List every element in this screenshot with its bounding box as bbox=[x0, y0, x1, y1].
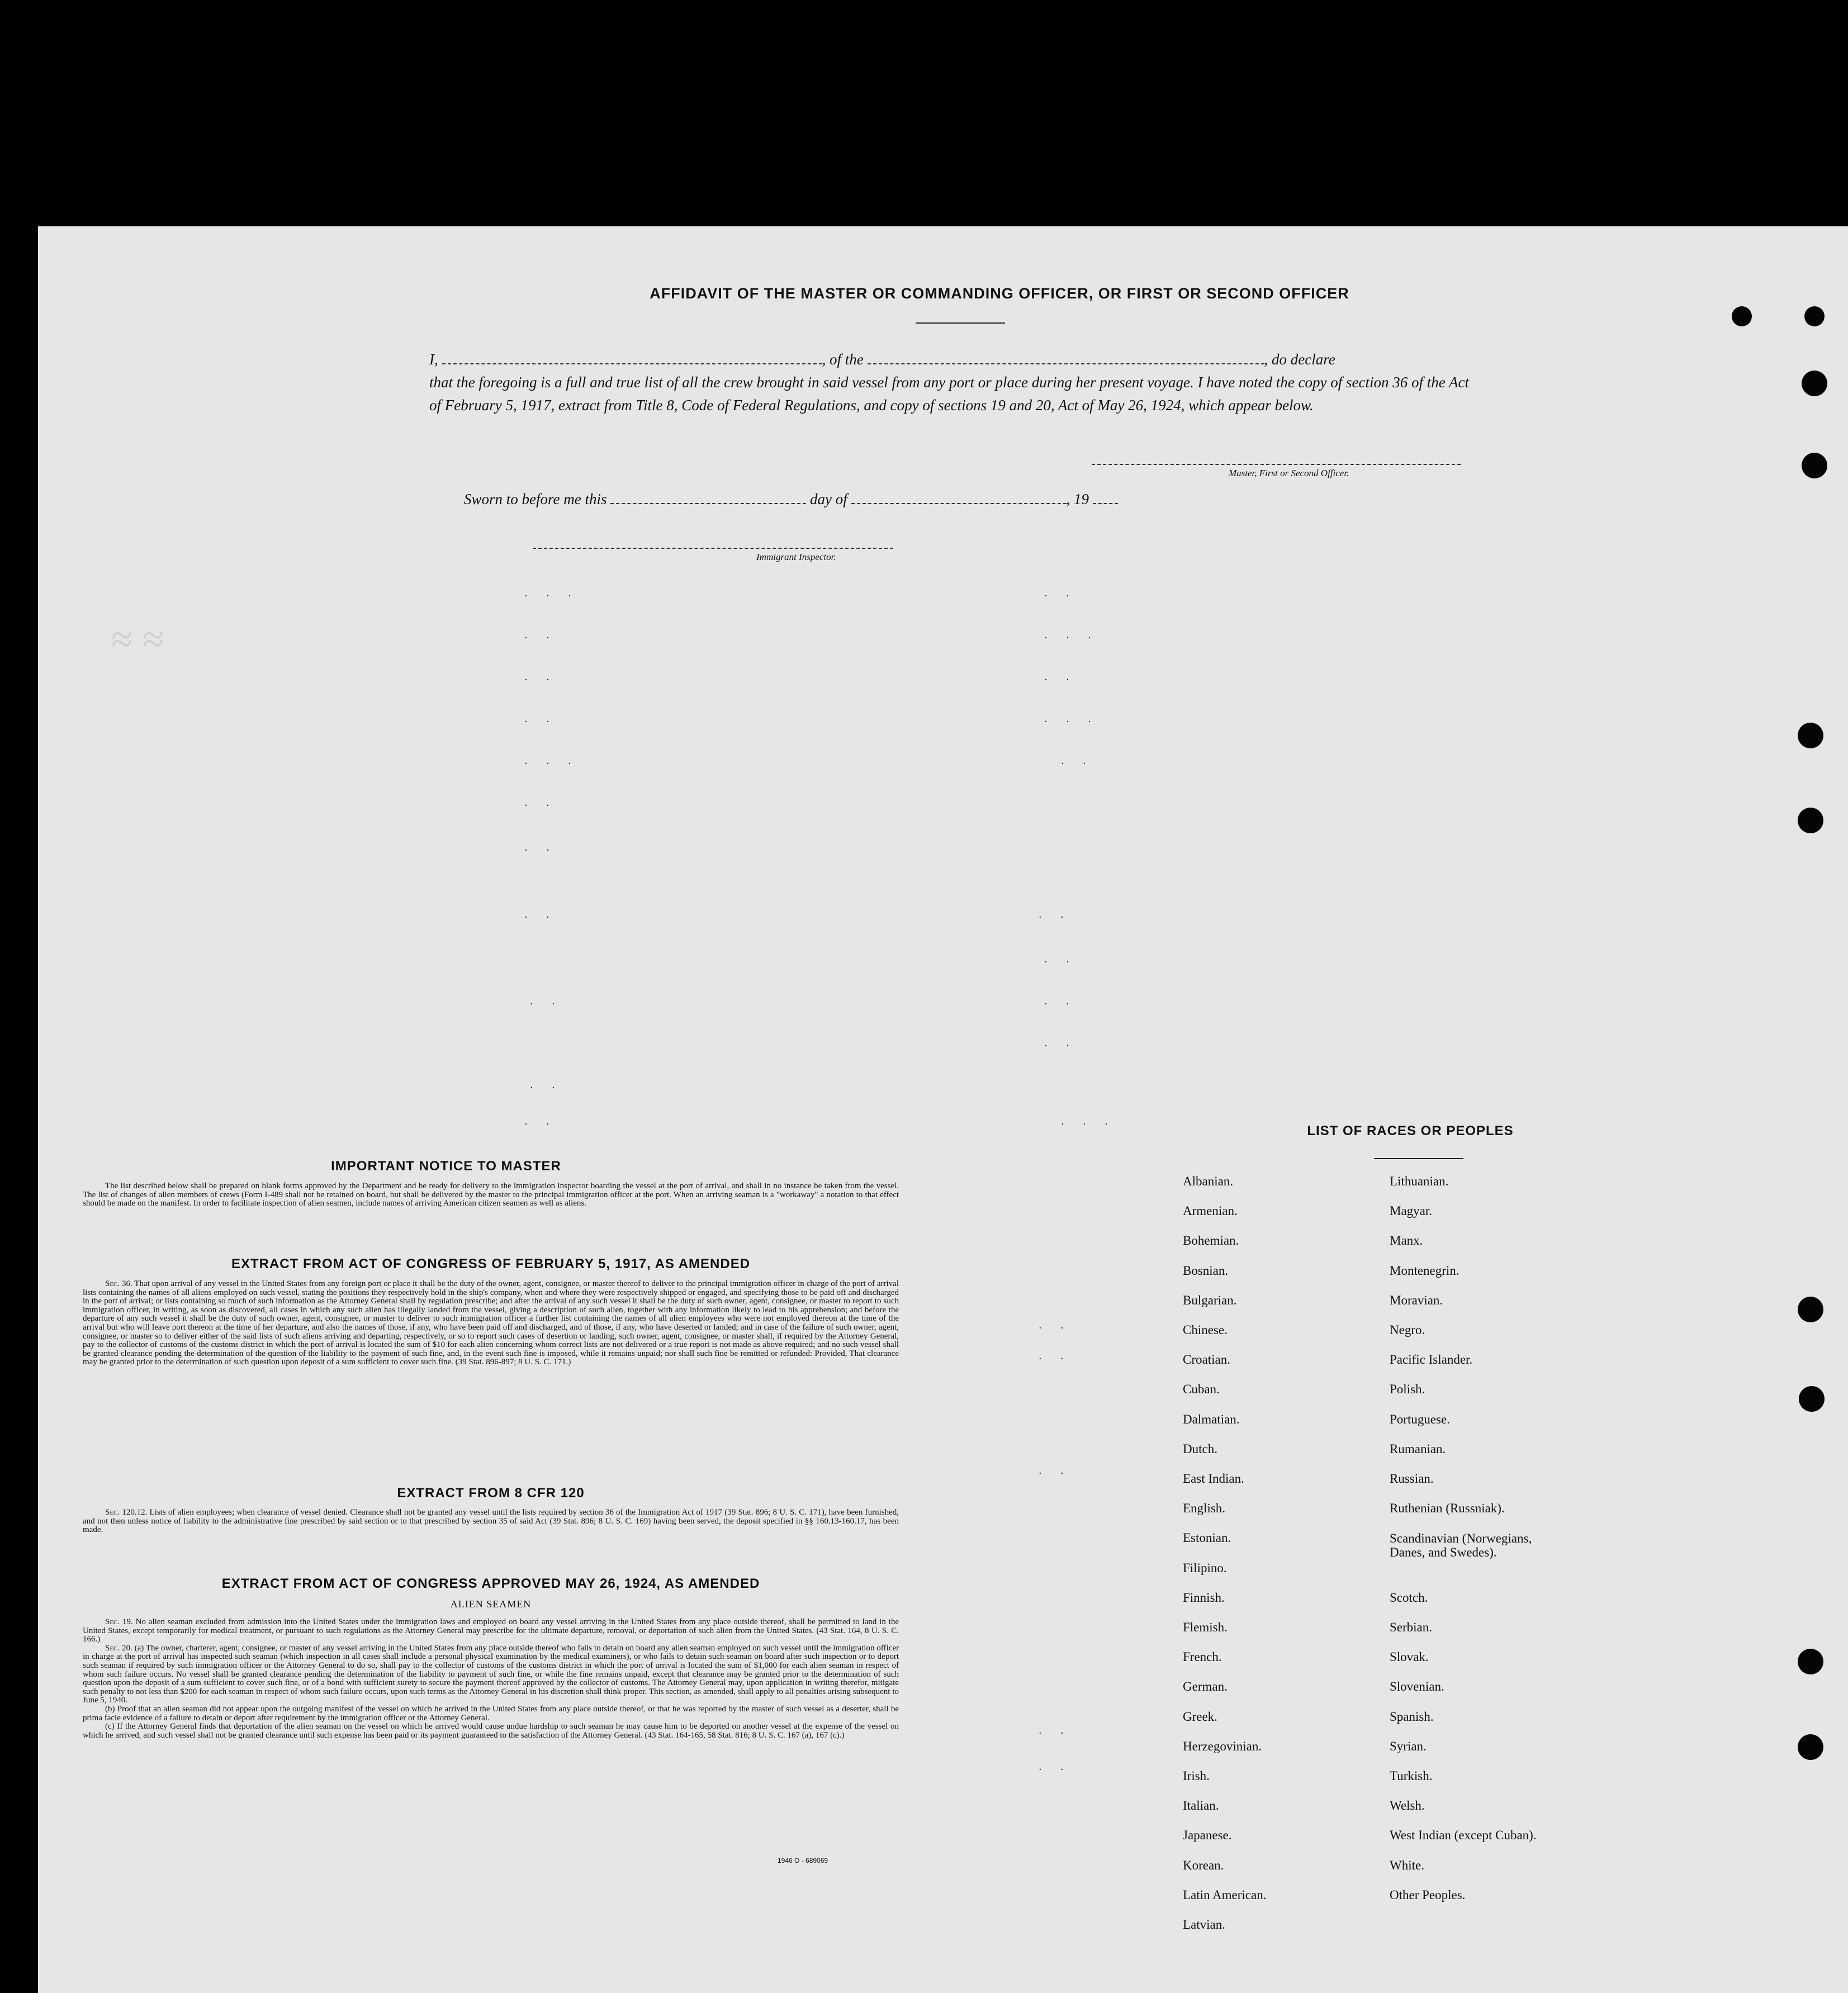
dot-marks: . . . bbox=[524, 755, 579, 767]
dot-marks: . . bbox=[1039, 1464, 1072, 1477]
dot-marks: . . bbox=[1061, 755, 1094, 767]
punch-hole bbox=[1798, 723, 1823, 748]
year-prefix: , 19 bbox=[1066, 491, 1089, 507]
punch-hole bbox=[1798, 1649, 1823, 1674]
race-item: West Indian (except Cuban). bbox=[1390, 1828, 1537, 1843]
race-item: Greek. bbox=[1183, 1709, 1217, 1724]
punch-hole bbox=[1802, 371, 1827, 396]
title-rule bbox=[916, 322, 1005, 324]
punch-hole bbox=[1798, 1734, 1823, 1760]
dot-marks: . . bbox=[524, 671, 557, 683]
race-item: Turkish. bbox=[1390, 1769, 1433, 1783]
inspector-label: Immigrant Inspector. bbox=[756, 552, 836, 562]
race-item: Scandinavian (Norwegians, Danes, and Swedes). bbox=[1390, 1531, 1532, 1560]
race-item: Serbian. bbox=[1390, 1620, 1433, 1634]
race-item: Polish. bbox=[1390, 1382, 1425, 1397]
race-item: Moravian. bbox=[1390, 1293, 1443, 1307]
race-item: German. bbox=[1183, 1679, 1228, 1694]
race-item: Magyar. bbox=[1390, 1204, 1433, 1218]
faint-pencil-mark: ≈ ≈ bbox=[111, 618, 164, 661]
race-item: Pacific Islander. bbox=[1390, 1353, 1473, 1367]
race-item: Negro. bbox=[1390, 1323, 1425, 1337]
dot-marks: . . . bbox=[524, 587, 579, 599]
race-item: English. bbox=[1183, 1501, 1226, 1516]
master-signature-label: Master, First or Second Officer. bbox=[1229, 468, 1349, 478]
punch-hole bbox=[1804, 306, 1825, 326]
sec-36-label: Sec. 36. bbox=[105, 1279, 132, 1288]
race-item: Bosnian. bbox=[1183, 1263, 1229, 1278]
punch-hole bbox=[1798, 808, 1823, 833]
race-item: Portuguese. bbox=[1390, 1412, 1450, 1426]
race-item: Latin American. bbox=[1183, 1887, 1267, 1902]
race-item: Bohemian. bbox=[1183, 1233, 1239, 1248]
punch-hole bbox=[1732, 306, 1752, 326]
sworn-label: Sworn to before me this bbox=[464, 491, 607, 507]
dot-marks: . . bbox=[1044, 587, 1077, 599]
dot-marks: . . bbox=[524, 713, 557, 725]
extract-1924-text bbox=[83, 1618, 899, 1740]
dot-marks: . . bbox=[1044, 1037, 1077, 1049]
race-item: Dutch. bbox=[1183, 1441, 1217, 1456]
race-item: Irish. bbox=[1183, 1769, 1210, 1783]
race-item: Ruthenian (Russniak). bbox=[1390, 1501, 1505, 1516]
punch-hole bbox=[1802, 453, 1827, 478]
sec-20b-text: (b) Proof that an alien seaman did not appear upon the outgoing manifest of the vessel on which he arrived in the United States from any place outside thereof, or that he was reported by the master of such vessel as a deserter, shall be prima facie evidence of a failure to detain or deport after requirement by the immigration officer or the Attorney General. bbox=[83, 1704, 899, 1722]
name-field[interactable] bbox=[442, 352, 822, 364]
do-declare-label: , do declare bbox=[1264, 351, 1335, 368]
race-item: Italian. bbox=[1183, 1799, 1219, 1813]
notice-paragraph: The list described below shall be prepared on blank forms approved by the Department and be ready for delivery to the immigration inspector boarding the vessel at the port of arrival, and shall in no instance be taken from the vessel. The list of changes of alien members of crews (Form I-489 shall not be retained on board, but shall be delivered by the master to the principal immigration officer at the port. When an arriving seaman is a "workaway" a notation to that effect should be made on the manifest. In order to facilitate inspection of alien seamen, include names of arriving American citizen seamen as well as aliens. bbox=[83, 1181, 899, 1208]
race-item: Flemish. bbox=[1183, 1620, 1228, 1634]
dot-marks: . . . bbox=[1044, 629, 1099, 641]
extract-1924-heading: EXTRACT FROM ACT OF CONGRESS APPROVED MAY 26, 1924, AS AMENDED bbox=[221, 1576, 760, 1591]
notice-text bbox=[83, 1182, 899, 1208]
sec-19-text: No alien seaman excluded from admission into the United States under the immigration laws and employed on board any vessel arriving in the United States from any place outside thereof, shall be permitted to land in the United States, except temporarily for medical treatment, or pursuant to such regulations as the Attorney General may prescribe for the ultimate departure, removal, or deportation of such alien from the United States. (43 Stat. 164, 8 U. S. C. 166.) bbox=[83, 1617, 899, 1644]
punch-hole bbox=[1799, 1386, 1825, 1412]
race-item: Montenegrin. bbox=[1390, 1263, 1460, 1278]
inspector-signature-line[interactable] bbox=[533, 548, 893, 549]
race-item: Slovenian. bbox=[1390, 1679, 1444, 1694]
sec-19-label: Sec. 19. bbox=[105, 1617, 133, 1626]
extract-cfr-heading: EXTRACT FROM 8 CFR 120 bbox=[397, 1486, 585, 1501]
race-item: Albanian. bbox=[1183, 1174, 1234, 1188]
dot-marks: . . bbox=[1039, 1724, 1072, 1736]
dot-marks: . . bbox=[524, 629, 557, 641]
race-item: Croatian. bbox=[1183, 1353, 1230, 1367]
race-item: Estonian. bbox=[1183, 1531, 1231, 1545]
dot-marks: . . bbox=[524, 796, 557, 809]
dot-marks: . . bbox=[530, 995, 563, 1007]
race-item: White. bbox=[1390, 1858, 1424, 1872]
race-item: Bulgarian. bbox=[1183, 1293, 1237, 1307]
race-item: Herzegovinian. bbox=[1183, 1739, 1262, 1753]
sec-20c-text: (c) If the Attorney General finds that deportation of the alien seaman on the vessel on which he arrived would cause undue hardship to such seaman he may cause him to be deported on another vessel at the expense of the vessel on which he arrived, and such vessel shall not be granted clearance until such expense has been paid or its payment guaranteed to the satisfaction of the Attorney General. (43 Stat. 164-165, 58 Stat. 816; 8 U. S. C. 167 (a), 167 (c).) bbox=[83, 1722, 899, 1740]
race-item: Scotch. bbox=[1390, 1590, 1428, 1605]
notice-heading: IMPORTANT NOTICE TO MASTER bbox=[331, 1159, 561, 1174]
race-item: Other Peoples. bbox=[1390, 1887, 1466, 1902]
race-item: Finnish. bbox=[1183, 1590, 1225, 1605]
race-item: East Indian. bbox=[1183, 1472, 1244, 1486]
sworn-month-field[interactable] bbox=[851, 492, 1067, 504]
race-item: Latvian. bbox=[1183, 1918, 1225, 1932]
sec-120-text: Lists of alien employees; when clearance of vessel denied. Clearance shall not be granted any vessel until the lists required by section 36 of the Immigration Act of 1917 (39 Stat. 896; 8 U. S. C. 171), have been furnished, and not then unless notice of liability to the administrative fine prescribed by said section or to that prescribed by section 35 of said Act (39 Stat. 896; 8 U. S. C. 169) having been served, the deposit specified in §§ 160.13-160.17, has been made. bbox=[83, 1508, 899, 1535]
vessel-field[interactable] bbox=[868, 352, 1264, 364]
alien-seamen-subheading: ALIEN SEAMEN bbox=[450, 1598, 532, 1610]
of-the-label: , of the bbox=[822, 351, 864, 368]
dot-marks: . . bbox=[530, 1079, 563, 1091]
race-item: Rumanian. bbox=[1390, 1441, 1446, 1456]
print-code: 1946 O - 689069 bbox=[778, 1857, 828, 1864]
i-label: I, bbox=[429, 351, 438, 368]
extract-cfr-text bbox=[83, 1508, 899, 1535]
race-item: Syrian. bbox=[1390, 1739, 1427, 1753]
punch-hole bbox=[1798, 1297, 1823, 1322]
day-of-label: day of bbox=[810, 491, 847, 507]
dot-marks: . . bbox=[524, 1115, 557, 1127]
master-signature-line[interactable] bbox=[1092, 464, 1461, 465]
race-item: Lithuanian. bbox=[1390, 1174, 1449, 1188]
dot-marks: . . bbox=[1039, 1761, 1072, 1773]
dot-marks: . . . bbox=[1044, 713, 1099, 725]
race-item: Filipino. bbox=[1183, 1560, 1227, 1575]
sec-20-label: Sec. 20. bbox=[105, 1643, 132, 1653]
sec-120-label: Sec. 120.12. bbox=[105, 1508, 148, 1517]
race-item: Russian. bbox=[1390, 1472, 1434, 1486]
dot-marks: . . bbox=[1039, 1350, 1072, 1362]
declaration-body: that the foregoing is a full and true list of all the crew brought in said vessel from any port or place during her present voyage. I have noted the copy of section 36 of the Act of February 5, 1917, extract from Title 8, Code of Federal Regulations, and copy of sections 19 and 20, Act of May 26, 1924, which appear below. bbox=[429, 374, 1469, 414]
affidavit-title: AFFIDAVIT OF THE MASTER OR COMMANDING OFFICER, OR FIRST OR SECOND OFFICER bbox=[650, 285, 1349, 302]
document-page bbox=[38, 226, 1848, 1993]
race-item: Japanese. bbox=[1183, 1828, 1232, 1843]
race-item: Chinese. bbox=[1183, 1323, 1228, 1337]
extract-1917-heading: EXTRACT FROM ACT OF CONGRESS OF FEBRUARY 5, 1917, AS AMENDED bbox=[231, 1256, 751, 1271]
sec-36-text: That upon arrival of any vessel in the United States from any foreign port or place it shall be the duty of the owner, agent, consignee, or master thereof to deliver to the principal immigration officer in charge of the port of arrival lists containing the names of all aliens employed on such vessel, stating the positions they respectively hold in the ship's company, when and where they were respectively shipped or engaged, and specifying those to be paid off and discharged in the port of arrival; or lists containing so much of such information as the Attorney General shall by regulation prescribe; and after the arrival of any such vessel it shall be the duty of such owner, agent, consignee, or master to report to such immigration officer, in writing, as soon as discovered, all cases in which any such alien has illegally landed from the vessel, giving a description of such alien, together with any information likely to lead to his apprehension; and before the departure of any such vessel it shall be the duty of such owner, agent, consignee, or master to deliver to such immigration officer a further list containing the names of all alien employees who were not employed thereon at the time of the arrival but who will leave port thereon at the time of her departure, and also the names of those, if any, who have been paid off and discharged, and of those, if any, who have deserted or landed; and in case of the failure of such owner, agent, consignee, or master so to deliver either of the said lists of such aliens arriving and departing, respectively, or so to report such cases of desertion or landing, such owner, agent, consignee, or master shall, if required by the Attorney General, pay to the collector of customs of the customs district in which the port of arrival is located the sum of $10 for each alien concerning whom correct lists are not delivered or a true report is not made as above required; and no such vessel shall be granted clearance pending the determination of the question of the liability to the payment of such fine, and, in the event such fine is imposed, while it remains unpaid; nor shall such fine be remitted or refunded: Provided, That clearance may be granted prior to the determination of such question upon deposit of a sum sufficient to cover such fine. (39 Stat. 896-897; 8 U. S. C. 171.) bbox=[83, 1279, 899, 1367]
dot-marks: . . bbox=[524, 908, 557, 920]
race-item: Armenian. bbox=[1183, 1204, 1238, 1218]
race-item: Welsh. bbox=[1390, 1799, 1425, 1813]
race-item: French. bbox=[1183, 1650, 1222, 1664]
sworn-line bbox=[464, 491, 1118, 508]
race-item: Korean. bbox=[1183, 1858, 1224, 1872]
dot-marks: . . bbox=[1044, 995, 1077, 1007]
races-heading: LIST OF RACES OR PEOPLES bbox=[1307, 1123, 1514, 1138]
sworn-year-field[interactable] bbox=[1093, 492, 1118, 504]
dot-marks: . . bbox=[1044, 953, 1077, 965]
race-item: Cuban. bbox=[1183, 1382, 1220, 1397]
races-heading-rule bbox=[1374, 1158, 1463, 1159]
declaration-text bbox=[429, 348, 1469, 417]
sworn-day-field[interactable] bbox=[610, 492, 806, 504]
dot-marks: . . bbox=[524, 841, 557, 853]
dot-marks: . . bbox=[1044, 671, 1077, 683]
extract-1917-text bbox=[83, 1280, 899, 1367]
race-item: Slovak. bbox=[1390, 1650, 1429, 1664]
race-item: Spanish. bbox=[1390, 1709, 1434, 1724]
sec-20a-text: (a) The owner, charterer, agent, consignee, or master of any vessel arriving in the United States from any place outside thereof who fails to detain on board any alien seaman employed on such vessel until the immigration officer in charge at the port of arrival has inspected such seaman (which inspection in all cases shall include a personal physical examination by the medical examiners), or who fails to detain such seaman on board after such inspection or to deport such seaman if required by such immigration officer or the Attorney General to do so, shall pay to the collector of customs of the customs district in which the port of arrival is located the sum of $1,000 for each alien seaman in respect of whom such failure occurs. No vessel shall be granted clearance pending the determination of the liability to payment of such fine, or while the fine remains unpaid, except that clearance may be granted prior to the determination of such question upon the deposit of a sum sufficient to cover such fine, or of a bond with sufficient surety to secure the payment thereof approved by the collector of customs. The Attorney General may, upon application in writing therefor, mitigate such penalty to not less than $200 for each seaman in respect of whom such failure occurs, upon such terms as the Attorney General in his discretion shall think proper. This section, as amended, shall apply to all penalties arising subsequent to June 5, 1940. bbox=[83, 1643, 899, 1705]
race-item: Manx. bbox=[1390, 1233, 1423, 1248]
dot-marks: . . . bbox=[1061, 1115, 1116, 1127]
race-item: Dalmatian. bbox=[1183, 1412, 1240, 1426]
dot-marks: . . bbox=[1039, 1319, 1072, 1331]
dot-marks: . . bbox=[1039, 908, 1072, 920]
